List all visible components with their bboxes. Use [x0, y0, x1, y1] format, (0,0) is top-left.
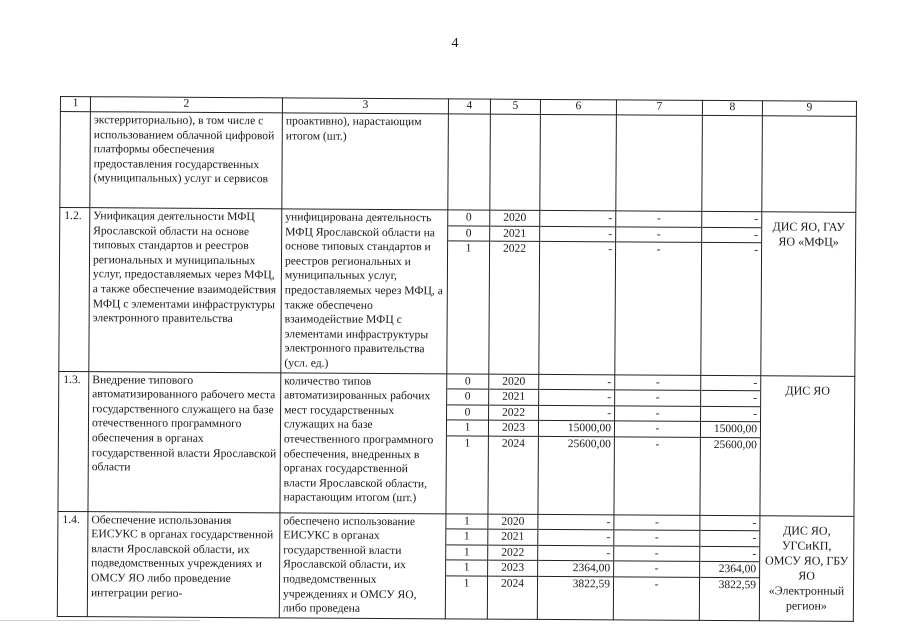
value-col8: - [702, 228, 761, 244]
value-year-cell [488, 374, 539, 514]
row-executor [761, 212, 856, 376]
table-row [57, 511, 854, 621]
value-col7: - [614, 546, 699, 562]
row-executor [760, 375, 855, 516]
value-col4: 0 [448, 210, 489, 226]
value-col6: - [538, 514, 613, 530]
value-col4: 1 [465, 242, 472, 255]
value-col6-cell [537, 514, 614, 620]
header-cell: 1 [60, 97, 90, 112]
value-year: 2022 [489, 405, 538, 421]
value-col8-cell [702, 115, 763, 211]
program-table [57, 96, 857, 622]
row-indicator: проактивно), нарастающим итогом (шт.) [282, 113, 449, 210]
row-number [60, 112, 91, 208]
executor-text: ДИС ЯО [785, 382, 831, 398]
value-col6: 15000,00 [539, 421, 614, 437]
value-col4: 1 [446, 514, 487, 530]
value-col4: 1 [446, 529, 487, 545]
header-cell: 3 [282, 98, 448, 114]
table-row [58, 371, 855, 516]
header-cell: 5 [490, 99, 540, 114]
value-col8: - [754, 244, 759, 257]
value-col6: 3822,59 [572, 578, 611, 591]
value-year-cell [487, 514, 538, 619]
value-col8: - [700, 547, 759, 563]
value-col7: - [654, 578, 659, 591]
value-col4: 0 [447, 374, 488, 390]
value-year: 2020 [488, 514, 537, 530]
value-col8: - [701, 407, 760, 423]
value-col6: 25600,00 [567, 438, 611, 451]
value-col4-cell [448, 114, 491, 210]
value-year: 2021 [489, 390, 538, 406]
value-col6: - [539, 406, 614, 422]
value-col8: - [700, 515, 759, 531]
value-col7: - [616, 211, 701, 227]
header-cell: 8 [702, 100, 762, 115]
value-col8: - [701, 391, 760, 407]
value-col7: - [615, 375, 700, 391]
header-cell: 4 [448, 99, 490, 114]
value-col6: - [540, 211, 615, 227]
value-col7-cell [613, 514, 700, 620]
row-indicator: унифицирована деятельность МФЦ Ярославской области на основе типовых стандартов и реестров региональных и муниципальных услуг, предоставляемых через МФЦ, а также обеспечено взаимодействие МФЦ с элементами инфраструктуры электронного правительства (усл. ед.) [281, 209, 448, 374]
row-number: 1.2. [59, 208, 90, 372]
value-col4: 1 [463, 577, 470, 590]
value-col7: - [615, 406, 700, 422]
value-col7: - [614, 562, 699, 578]
header-cell: 9 [762, 101, 856, 117]
value-col7: - [655, 438, 660, 451]
executor-text: ДИС ЯО, УГСиКП, ОМСУ ЯО, ГБУ ЯО «Электронный регион» [765, 522, 849, 613]
value-year: 2023 [489, 421, 538, 437]
row-description: Обеспечение использования ЕИСУКС в органах государственной власти Ярославской области, их подведомственных учреждениях и ОМСУ ЯО либо проведение интеграции регио- [87, 511, 280, 617]
value-year: 2022 [503, 242, 527, 256]
row-indicator: количество типов автоматизированных рабочих мест государственных служащих на базе отечественного программного обеспечения, внедренных в органах государственной власти Ярославской области, нарастающим итогом (шт.) [280, 372, 447, 513]
executor-text [766, 117, 853, 118]
value-col6-cell [539, 210, 616, 374]
value-col7: - [614, 515, 699, 531]
value-col7: - [614, 531, 699, 547]
table-row [60, 112, 857, 213]
value-col6: - [608, 243, 613, 256]
scan-edge-line [0, 620, 200, 621]
value-year: 2024 [501, 437, 525, 450]
value-col7: - [656, 243, 661, 256]
row-number: 1.3. [58, 371, 89, 511]
value-col8: - [700, 531, 759, 547]
value-col6: - [538, 546, 613, 562]
value-col8: 25600,00 [713, 438, 757, 452]
value-col4: 1 [464, 437, 471, 450]
value-year: 2024 [500, 577, 525, 590]
row-executor [759, 515, 854, 621]
value-col6: - [539, 374, 614, 390]
value-col4: 1 [446, 545, 487, 561]
executor-text: ДИС ЯО, ГАУ ЯО «МФЦ» [772, 219, 845, 249]
value-year-cell [490, 114, 541, 210]
value-col7-cell [614, 374, 701, 515]
value-col7: - [615, 391, 700, 407]
header-cell: 2 [90, 97, 282, 113]
value-col4-cell [446, 373, 489, 513]
value-year: 2020 [490, 211, 539, 227]
value-col8: 2364,00 [700, 562, 759, 578]
value-col6: - [540, 227, 615, 243]
row-description: Унификация деятельности МФЦ Ярославской области на основе типовых стандартов и реестров региональных и муниципальных услуг, предоставляемых через МФЦ, а также обеспечение взаимодействия МФЦ с элементами инфраструктуры электронного правительства [89, 208, 282, 373]
value-col7-cell [616, 115, 703, 212]
row-executor [762, 116, 857, 213]
value-col4: 1 [447, 421, 488, 437]
value-col4-cell [447, 210, 490, 374]
page-number: 4 [451, 36, 459, 51]
row-indicator: обеспечено использование ЕИСУКС в органах государственной власти Ярославской области, их подведомственных учреждениях и ОМСУ ЯО, либо проведена [279, 512, 446, 618]
value-col8-cell [700, 375, 761, 515]
value-col6-cell [540, 114, 617, 210]
value-col4: 1 [446, 561, 487, 577]
value-col8: - [702, 212, 761, 228]
row-description: Внедрение типового автоматизированного рабочего места государственного служащего на базе отечественного программного обеспечения в органах государственной власти Ярославской области [88, 371, 281, 512]
value-col7-cell [615, 211, 702, 375]
value-col8-cell [699, 515, 760, 621]
value-year: 2021 [490, 226, 539, 242]
value-year: 2022 [488, 545, 537, 561]
value-col7: - [616, 227, 701, 243]
value-col4-cell [445, 513, 488, 618]
value-year: 2023 [488, 561, 537, 577]
value-col6-cell [538, 374, 615, 514]
header-cell: 6 [540, 99, 616, 114]
value-col8: - [701, 375, 760, 391]
row-number: 1.4. [57, 511, 88, 616]
value-col4: 0 [447, 405, 488, 421]
row-description: экстерриториально), в том числе с использованием облачной цифровой платформы обеспечения предоставления государственных (муниципальных) услуг и сервисов [90, 112, 283, 209]
value-col8: 15000,00 [701, 422, 760, 438]
value-col6: - [538, 530, 613, 546]
table-row [59, 208, 856, 376]
value-year: 2021 [488, 530, 537, 546]
value-col7: - [615, 422, 700, 438]
header-cell: 7 [616, 100, 702, 116]
value-col4: 0 [447, 389, 488, 405]
value-year-cell [489, 210, 540, 374]
value-col8: 3822,59 [718, 578, 757, 592]
value-col8-cell [701, 211, 762, 375]
value-col6: 2364,00 [538, 561, 613, 577]
value-col4: 0 [448, 226, 489, 242]
value-year: 2020 [489, 374, 538, 390]
value-col6: - [539, 390, 614, 406]
